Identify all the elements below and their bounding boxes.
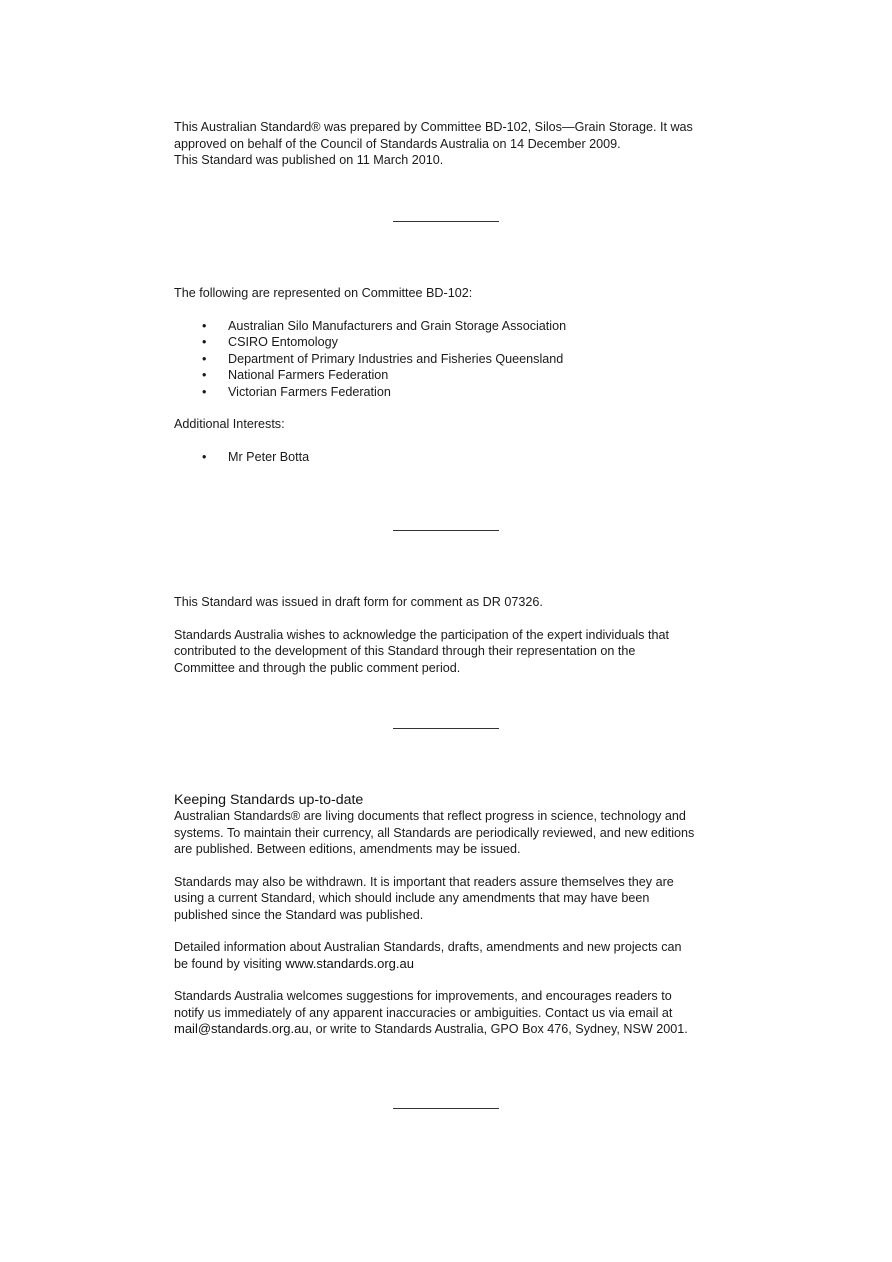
paragraph-line: published since the Standard was published. xyxy=(174,907,424,922)
section-divider xyxy=(393,728,499,729)
paragraph-line: are published. Between editions, amendments may be issued. xyxy=(174,842,521,856)
publication-line: approved on behalf of the Council of Standards Australia on 14 December 2009. xyxy=(174,136,621,151)
bullet-icon: • xyxy=(202,384,207,399)
bullet-icon: • xyxy=(202,351,207,366)
publication-info xyxy=(174,119,734,169)
committee-member-list xyxy=(174,318,734,401)
acknowledgement-line: contributed to the development of this Standard through their representation on the xyxy=(174,644,636,658)
bullet-icon: • xyxy=(202,368,207,382)
section-heading: Keeping Standards up-to-date xyxy=(174,792,364,808)
committee-section xyxy=(174,285,734,465)
section-divider xyxy=(393,1108,499,1109)
paragraph-line: notify us immediately of any apparent inaccuracies or ambiguities. Contact us via email at xyxy=(174,1005,673,1020)
bullet-icon: • xyxy=(202,335,207,349)
section-divider xyxy=(393,221,499,222)
paragraph-line: using a current Standard, which should include any amendments that may have been xyxy=(174,891,650,905)
paragraph-text: , or write to Standards Australia, GPO Box 476, Sydney, NSW 2001. xyxy=(308,1022,688,1036)
member-name: National Farmers Federation xyxy=(228,368,389,382)
paragraph-line: Standards may also be withdrawn. It is important that readers assure themselves they are xyxy=(174,874,674,889)
member-name: CSIRO Entomology xyxy=(228,335,338,349)
committee-intro: The following are represented on Committee BD-102: xyxy=(174,286,473,300)
publication-line: This Standard was published on 11 March 2010. xyxy=(174,153,444,167)
draft-issued-text: This Standard was issued in draft form for comment as DR 07326. xyxy=(174,595,543,609)
draft-section xyxy=(174,594,734,676)
paragraph-line: systems. To maintain their currency, all Standards are periodically reviewed, and new editions xyxy=(174,825,695,840)
acknowledgement-line: Committee and through the public comment period. xyxy=(174,660,461,675)
bullet-icon: • xyxy=(202,318,207,333)
member-name: Department of Primary Industries and Fisheries Queensland xyxy=(228,351,564,366)
section-divider xyxy=(393,530,499,531)
bullet-icon: • xyxy=(202,449,207,464)
additional-interests-list xyxy=(174,449,734,466)
list-item xyxy=(174,367,734,384)
acknowledgement-line: Standards Australia wishes to acknowledge the participation of the expert individuals that xyxy=(174,627,669,642)
website-link[interactable]: www.standards.org.au xyxy=(285,955,414,971)
paragraph-line xyxy=(174,1021,734,1038)
paragraph-line xyxy=(174,956,734,973)
member-name: Australian Silo Manufacturers and Grain Storage Association xyxy=(228,318,567,333)
uptodate-section xyxy=(174,792,734,1038)
paragraph-line: Detailed information about Australian Standards, drafts, amendments and new projects can xyxy=(174,940,682,954)
member-name: Victorian Farmers Federation xyxy=(228,384,391,399)
publication-line: This Australian Standard® was prepared by Committee BD-102, Silos—Grain Storage. It was xyxy=(174,120,693,134)
list-item xyxy=(174,449,734,466)
email-link[interactable]: mail@standards.org.au xyxy=(174,1021,309,1036)
list-item xyxy=(174,334,734,351)
paragraph-line: Standards Australia welcomes suggestions for improvements, and encourages readers to xyxy=(174,989,672,1003)
list-item xyxy=(174,351,734,368)
list-item xyxy=(174,384,734,401)
paragraph-text: be found by visiting xyxy=(174,956,286,971)
additional-interests-label: Additional Interests: xyxy=(174,417,285,431)
paragraph-line: Australian Standards® are living documents that reflect progress in science, technology and xyxy=(174,809,686,823)
list-item xyxy=(174,318,734,335)
member-name: Mr Peter Botta xyxy=(228,449,310,464)
